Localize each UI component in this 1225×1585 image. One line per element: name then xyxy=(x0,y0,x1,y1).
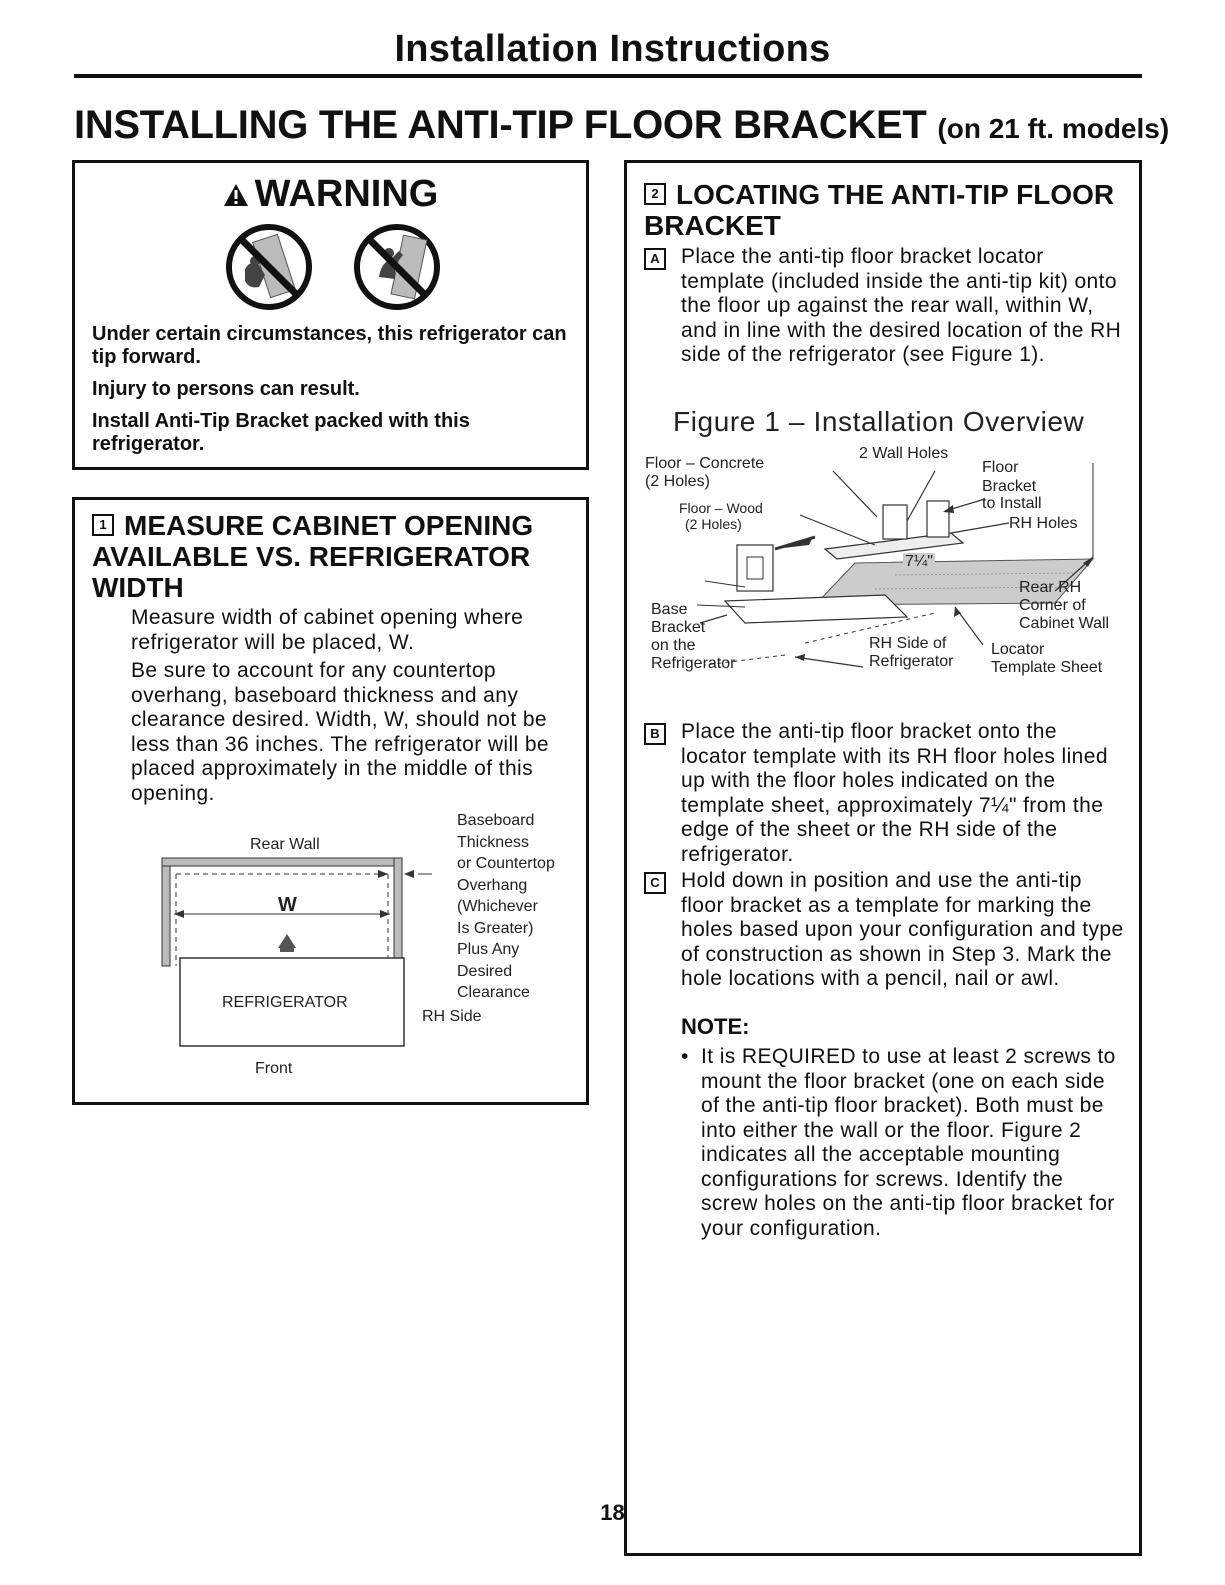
baseboard-note-line: Plus Any xyxy=(457,941,520,958)
fig-cabinet-wall: Cabinet Wall xyxy=(1019,615,1110,632)
page-heading-main: INSTALLING THE ANTI-TIP FLOOR BRACKET xyxy=(74,103,927,147)
page-header-title: Installation Instructions xyxy=(394,28,831,70)
step-c-text: Hold down in position and use the anti-tip floor bracket as a template for marking the holes based upon your configuration and type of construction as shown in Step 3. Mark the hole locations with a pencil, nail or awl. xyxy=(681,869,1124,990)
fig-two-holes-b: (2 Holes) xyxy=(685,516,742,532)
fig-floor-label: Floor xyxy=(982,459,1019,476)
fig-refrigerator: Refrigerator xyxy=(651,655,736,672)
baseboard-note-line: Is Greater) xyxy=(457,919,534,937)
page-heading xyxy=(74,103,1169,148)
fig-on-the: on the xyxy=(651,637,696,654)
bullet-icon: • xyxy=(681,1045,689,1068)
baseboard-note-line: Clearance xyxy=(457,984,530,1001)
baseboard-note-line: Overhang xyxy=(457,876,528,894)
fig-template-sheet: Template Sheet xyxy=(991,659,1103,676)
baseboard-note xyxy=(457,810,587,1004)
step-a-letter: A xyxy=(644,248,666,270)
refrigerator-label: REFRIGERATOR xyxy=(222,994,348,1011)
step-number-1: 1 xyxy=(92,514,114,536)
fig-rh-holes: RH Holes xyxy=(1009,515,1078,532)
rh-side-label: RH Side xyxy=(422,1008,482,1025)
fig-to-install: to Install xyxy=(982,495,1042,512)
fig-corner-of: Corner of xyxy=(1019,597,1086,614)
fig-base-bracket: Bracket xyxy=(651,619,706,636)
warning-title-text: WARNING xyxy=(254,173,439,215)
section-2-title xyxy=(644,179,1124,241)
page-heading-sub: (on 21 ft. models) xyxy=(937,113,1170,144)
baseboard-note-line: Thickness xyxy=(457,833,530,851)
figure-1-diagram xyxy=(645,445,1125,705)
fig-wall-holes: 2 Wall Holes xyxy=(859,445,949,462)
baseboard-note-line: or Countertop xyxy=(457,855,555,872)
fig-bracket-label: Bracket xyxy=(982,478,1037,495)
width-w-label: W xyxy=(278,894,297,916)
fig-rh-side-of: RH Side of xyxy=(869,635,947,652)
note-item xyxy=(681,1045,1126,1241)
page-number: 18 xyxy=(600,1500,625,1525)
fig-floor-wood: Floor – Wood xyxy=(679,500,763,516)
section-1-box xyxy=(72,497,589,1105)
baseboard-note-line: Baseboard xyxy=(457,812,535,829)
fig-rear-rh: Rear RH xyxy=(1019,579,1082,596)
note-label: NOTE: xyxy=(681,1014,750,1039)
section-1-para-1: Measure width of cabinet opening where refrigerator will be placed, W. xyxy=(131,606,524,654)
figure-1-title: Figure 1 – Installation Overview xyxy=(673,406,1085,437)
fig-floor-concrete: Floor – Concrete xyxy=(645,455,765,472)
section-2-title-text: LOCATING THE ANTI-TIP FLOOR BRACKET xyxy=(644,179,1115,241)
baseboard-note-line: Desired xyxy=(457,962,513,980)
no-climbing-icon xyxy=(225,223,313,316)
step-c-letter: C xyxy=(644,872,666,894)
step-b-letter: B xyxy=(644,723,666,745)
step-a-text: Place the anti-tip floor bracket locator template (included inside the anti-tip kit) onto the floor up against the rear wall, within W, and in line with the desired location of the RH side of the refrigerator (see Figure 1). xyxy=(681,245,1122,366)
baseboard-note-line: (Whichever xyxy=(457,898,538,915)
step-b-text: Place the anti-tip floor bracket onto the locator template with its RH floor holes lined up with the floor holes indicated on the template sheet, approximately 7¼" from the edge of the sheet or the RH side of the refrigerator. xyxy=(681,720,1108,866)
fig-two-holes-a: (2 Holes) xyxy=(645,473,710,490)
fig-rh-refrigerator: Refrigerator xyxy=(869,653,954,670)
step-number-2: 2 xyxy=(644,183,666,205)
warning-line-1: Under certain circumstances, this refrigerator can tip forward. xyxy=(92,323,567,368)
note-text: It is REQUIRED to use at least 2 screws to mount the floor bracket (one on each side of the anti-tip floor bracket). Both must be into either the wall or the floor. Figure 2 indicates all the acceptable mounting configurations for screws. Identify the screw holes on the anti-tip floor bracket for your configuration. xyxy=(701,1045,1116,1240)
warning-line-2: Injury to persons can result. xyxy=(92,378,360,400)
step-a-marker xyxy=(644,251,676,273)
warning-line-3: Install Anti-Tip Bracket packed with this refrigerator. xyxy=(92,410,470,455)
warning-title xyxy=(75,173,586,217)
rear-wall-label: Rear Wall xyxy=(250,836,320,853)
fig-dimension: 7¼" xyxy=(905,553,933,570)
warning-box xyxy=(72,160,589,470)
header-rule xyxy=(74,74,1142,78)
section-1-title-text: MEASURE CABINET OPENING AVAILABLE VS. REFRIGERATOR WIDTH xyxy=(92,510,534,603)
step-c-marker xyxy=(644,875,676,897)
no-hanging-icon xyxy=(353,223,441,316)
warning-triangle-icon xyxy=(223,174,249,217)
front-label: Front xyxy=(255,1060,293,1077)
section-1-para-2: Be sure to account for any countertop overhang, baseboard thickness and any clearance desired. Width, W, should not be less than 36 inches. The refrigerator will be placed approximately in the middle of this opening. xyxy=(131,659,549,805)
section-2-box xyxy=(624,160,1142,1556)
fig-base: Base xyxy=(651,601,688,618)
section-1-title xyxy=(92,510,572,603)
cabinet-opening-diagram xyxy=(160,812,580,1080)
step-b-marker xyxy=(644,726,676,748)
fig-locator: Locator xyxy=(991,641,1045,658)
